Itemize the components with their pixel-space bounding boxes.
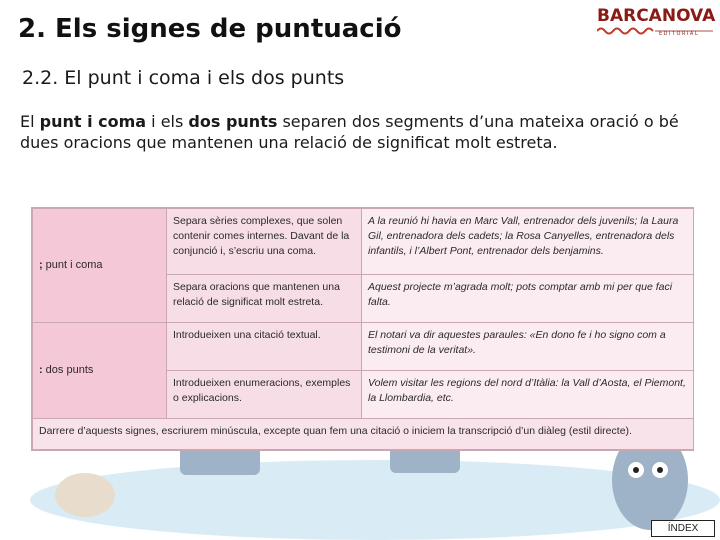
row-label-punt-i-coma bbox=[33, 209, 167, 323]
intro-paragraph bbox=[20, 111, 690, 153]
table-row bbox=[33, 419, 694, 450]
table-footnote: Darrere d’aquests signes, escriurem minúscula, excepte quan fem una citació o iniciem la transcripció d’un diàleg (estil directe). bbox=[33, 419, 694, 450]
punct-label: punt i coma bbox=[45, 259, 103, 271]
example-cell: Volem visitar les regions del nord d’Itàlia: la Vall d’Aosta, el Piemont, la Llombardia, etc. bbox=[362, 371, 694, 419]
logo-subtext: EDITORIAL bbox=[659, 31, 700, 37]
usage-cell: Separa oracions que mantenen una relació de significat molt estreta. bbox=[167, 274, 362, 322]
logo-text: BARCANOVA bbox=[597, 6, 716, 26]
intro-text-pre: El bbox=[20, 112, 40, 131]
usage-cell: Introdueixen enumeracions, exemples o explicacions. bbox=[167, 371, 362, 419]
example-cell: A la reunió hi havia en Marc Vall, entrenador dels juvenils; la Laura Gil, entrenadora dels cadets; la Rosa Canyelles, entrenadora dels infantils, i l’Albert Pont, entrenador dels benjamins. bbox=[362, 209, 694, 275]
page-title: 2. Els signes de puntuació bbox=[18, 14, 402, 44]
example-cell: El notari va dir aquestes paraules: «En dono fe i ho signo com a testimoni de la veritat». bbox=[362, 323, 694, 371]
row-label-dos-punts bbox=[33, 323, 167, 419]
punctuation-grid bbox=[32, 208, 694, 450]
intro-text-mid: i els bbox=[146, 112, 189, 131]
punctuation-table bbox=[31, 207, 694, 451]
background-illustration bbox=[30, 440, 720, 540]
punct-label: dos punts bbox=[45, 364, 94, 377]
usage-cell: Separa sèries complexes, que solen contenir comes internes. Davant de la conjunció i, s’escriu una coma. bbox=[167, 209, 362, 275]
punct-symbol: ; bbox=[39, 259, 43, 271]
table-row bbox=[33, 209, 694, 275]
table-row bbox=[33, 323, 694, 371]
intro-term-dos-punts: dos punts bbox=[188, 112, 278, 131]
intro-text-post: separen dos segments d’una mateixa oració o bé dues oracions que mantenen una relació de significat molt estreta. bbox=[20, 112, 679, 152]
section-subtitle: 2.2. El punt i coma i els dos punts bbox=[22, 67, 345, 89]
intro-term-punt-i-coma: punt i coma bbox=[39, 112, 147, 131]
punct-symbol: : bbox=[39, 364, 43, 377]
example-cell: Aquest projecte m’agrada molt; pots comptar amb mi per que faci falta. bbox=[362, 274, 694, 322]
index-button[interactable]: ÍNDEX bbox=[651, 520, 715, 537]
publisher-logo bbox=[597, 6, 715, 40]
usage-cell: Introdueixen una citació textual. bbox=[167, 323, 362, 371]
